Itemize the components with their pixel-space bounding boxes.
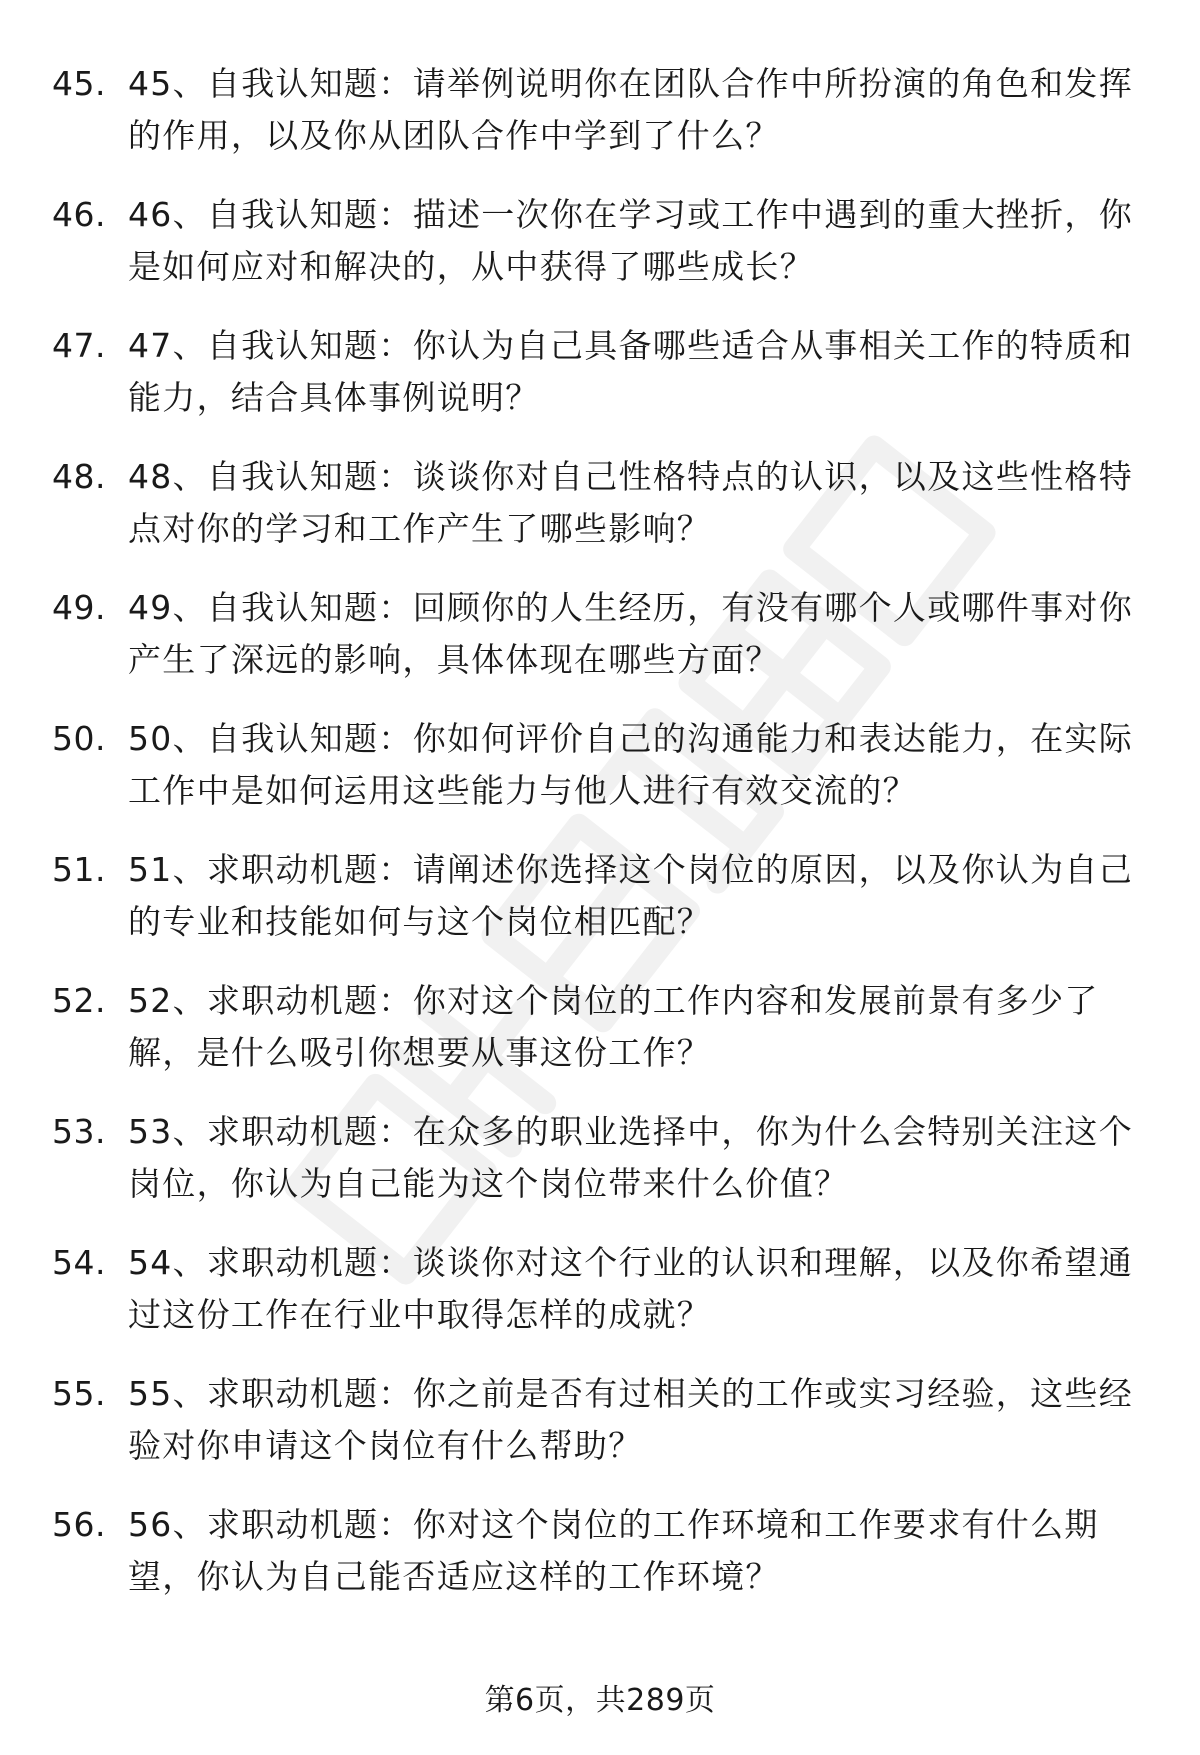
- question-item: [0, 1499, 1200, 1630]
- question-number: 56.: [52, 1505, 106, 1544]
- question-number: 50.: [52, 719, 106, 758]
- question-item: [0, 1368, 1200, 1499]
- question-number: 46.: [52, 195, 106, 234]
- question-number: 54.: [52, 1243, 106, 1282]
- question-item: [0, 189, 1200, 320]
- question-text: 46、自我认知题：描述一次你在学习或工作中遇到的重大挫折，你是如何应对和解决的，从中获得了哪些成长？: [128, 195, 1133, 286]
- question-text: 52、求职动机题：你对这个岗位的工作内容和发展前景有多少了解，是什么吸引你想要从事这份工作？: [128, 981, 1099, 1072]
- question-item: [0, 451, 1200, 582]
- question-number: 53.: [52, 1112, 106, 1151]
- question-text: 47、自我认知题：你认为自己具备哪些适合从事相关工作的特质和能力，结合具体事例说明？: [128, 326, 1133, 417]
- question-list: [0, 58, 1200, 1630]
- question-text: 49、自我认知题：回顾你的人生经历，有没有哪个人或哪件事对你产生了深远的影响，具体体现在哪些方面？: [128, 588, 1133, 679]
- question-number: 47.: [52, 326, 106, 365]
- question-item: [0, 582, 1200, 713]
- question-item: [0, 1106, 1200, 1237]
- question-item: [0, 1237, 1200, 1368]
- question-item: [0, 713, 1200, 844]
- question-text: 56、求职动机题：你对这个岗位的工作环境和工作要求有什么期望，你认为自己能否适应这样的工作环境？: [128, 1505, 1099, 1596]
- question-number: 48.: [52, 457, 106, 496]
- question-item: [0, 844, 1200, 975]
- question-number: 55.: [52, 1374, 106, 1413]
- question-number: 51.: [52, 850, 106, 889]
- question-text: 55、求职动机题：你之前是否有过相关的工作或实习经验，这些经验对你申请这个岗位有什么帮助？: [128, 1374, 1133, 1465]
- question-number: 45.: [52, 64, 106, 103]
- question-number: 49.: [52, 588, 106, 627]
- question-text: 54、求职动机题：谈谈你对这个行业的认识和理解，以及你希望通过这份工作在行业中取得怎样的成就？: [128, 1243, 1133, 1334]
- page-footer: 第6页，共289页: [484, 1683, 716, 1718]
- question-text: 48、自我认知题：谈谈你对自己性格特点的认识，以及这些性格特点对你的学习和工作产生了哪些影响？: [128, 457, 1133, 548]
- question-text: 50、自我认知题：你如何评价自己的沟通能力和表达能力，在实际工作中是如何运用这些能力与他人进行有效交流的？: [128, 719, 1133, 810]
- question-item: [0, 975, 1200, 1106]
- question-item: [0, 320, 1200, 451]
- question-item: [0, 58, 1200, 189]
- question-text: 53、求职动机题：在众多的职业选择中，你为什么会特别关注这个岗位，你认为自己能为这个岗位带来什么价值？: [128, 1112, 1133, 1203]
- question-text: 51、求职动机题：请阐述你选择这个岗位的原因，以及你认为自己的专业和技能如何与这个岗位相匹配？: [128, 850, 1133, 941]
- question-number: 52.: [52, 981, 106, 1020]
- question-text: 45、自我认知题：请举例说明你在团队合作中所扮演的角色和发挥的作用，以及你从团队合作中学到了什么？: [128, 64, 1133, 155]
